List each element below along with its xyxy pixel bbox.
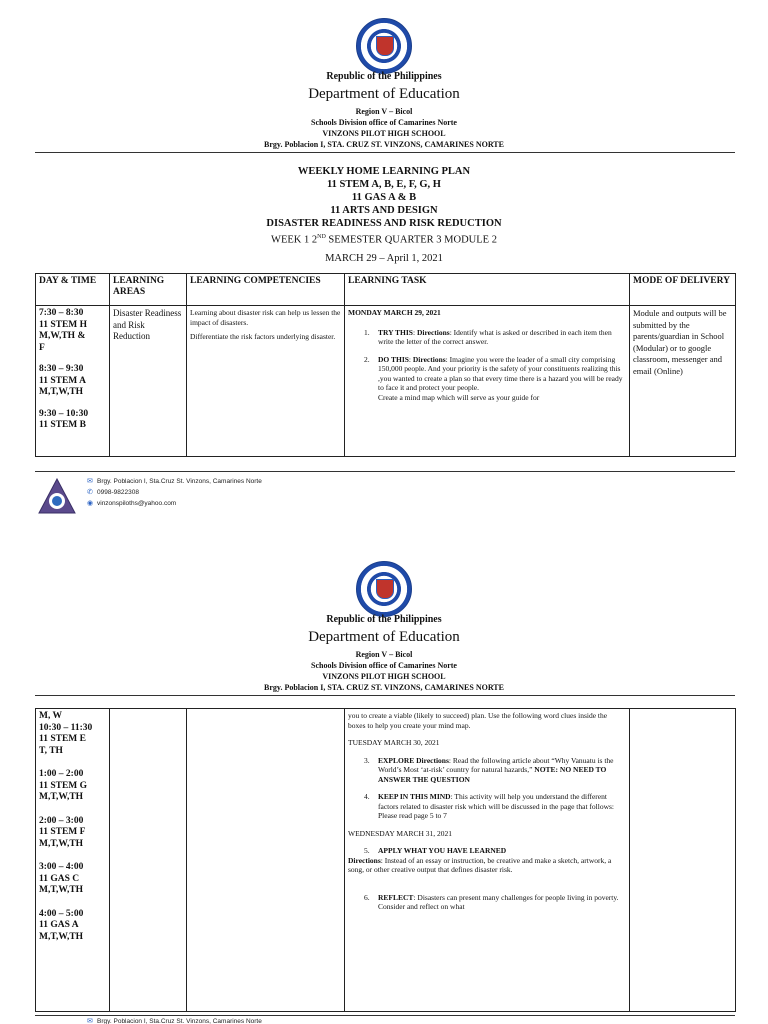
mode-of-delivery-cell-empty (630, 709, 736, 1012)
schedule-cell: M, W 10:30 – 11:30 11 STEM E T, TH 1:00 – 2:00 11 STEM G M,T,W,TH 2:00 – 3:00 11 STEM F M,T,W,TH 3:00 – 4:00 11 GAS C M,T,W,TH 4:00 – 5:00 11 GAS A M,T,W,TH (36, 709, 110, 1012)
footer-partial (35, 1017, 735, 1024)
footer-phone: ✆ 0998-9822308 (87, 489, 139, 496)
plan-week: WEEK 1 2ND SEMESTER QUARTER 3 MODULE 2 (271, 234, 497, 246)
footer-divider (35, 1015, 735, 1016)
learning-plan-table-continued (35, 708, 736, 1012)
header-divider (35, 152, 735, 153)
mail-icon: ✉ (87, 478, 93, 485)
globe-icon: ◉ (87, 500, 94, 507)
day-heading: MONDAY MARCH 29, 2021 (348, 308, 441, 317)
footer-address: ✉ Brgy. Poblacion I, Sta.Cruz St. Vinzons, Camarines Norte (87, 1018, 262, 1024)
school-name: VINZONS PILOT HIGH SCHOOL (322, 129, 446, 138)
region-label: Region V – Bicol (355, 650, 413, 659)
footer-email: ◉ vinzonspiloths@yahoo.com (87, 500, 177, 507)
task-item: 3. EXPLORE Directions: Read the following article about “Why Vanuatu is the World’s Most ‘at-risk’ country for natural hazards,” NOTE: NO NEED TO ANSWER THE QUESTION (364, 755, 614, 784)
header-day-time: DAY & TIME (36, 274, 110, 306)
task-item: 2. DO THIS: Directions: Imagine you were the leader of a small city comprising 150,000 people. And your priority is the safety of your constituents realizing this ,you wanted to create a plan so that every time there is a hazard you will be ready to face it and protect your people. (364, 354, 623, 392)
region-label: Region V – Bicol (355, 107, 413, 116)
plan-title: WEEKLY HOME LEARNING PLAN (297, 166, 471, 177)
school-address: Brgy. Poblacion I, STA. CRUZ ST. VINZONS, CAMARINES NORTE (264, 683, 504, 692)
plan-sections-arts: 11 ARTS AND DESIGN (330, 205, 438, 216)
mail-icon: ✉ (87, 1018, 93, 1024)
school-address: Brgy. Poblacion I, STA. CRUZ ST. VINZONS, CAMARINES NORTE (264, 140, 504, 149)
deped-seal-icon (356, 18, 412, 74)
header-learning-task: LEARNING TASK (345, 274, 630, 306)
footer (35, 474, 735, 518)
header-learning-competencies: LEARNING COMPETENCIES (187, 274, 345, 306)
school-name: VINZONS PILOT HIGH SCHOOL (322, 672, 446, 681)
division-label: Schools Division office of Camarines Norte (311, 118, 457, 127)
header-learning-areas: LEARNING AREAS (110, 274, 187, 306)
task-item: 1. TRY THIS: Directions: Identify what is asked or described in each item then write the letter of the correct answer. (364, 327, 612, 346)
plan-sections-gas: 11 GAS A & B (351, 192, 417, 203)
republic-label: Republic of the Philippines (326, 614, 442, 625)
header-mode-of-delivery: MODE OF DELIVERY (630, 274, 736, 306)
schedule-cell: 7:30 – 8:30 11 STEM H M,W,TH & F 8:30 – 9:30 11 STEM A M,T,W,TH 9:30 – 10:30 11 STEM B (36, 306, 110, 457)
department-title: Department of Education (308, 629, 460, 645)
plan-subject: DISASTER READINESS AND RISK REDUCTION (266, 218, 502, 229)
footer-divider (35, 471, 735, 472)
school-logo-icon (37, 476, 77, 516)
footer-address: ✉ Brgy. Poblacion I, Sta.Cruz St. Vinzons, Camarines Norte (87, 478, 262, 485)
department-title: Department of Education (308, 86, 460, 102)
deped-seal-icon (356, 561, 412, 617)
learning-plan-table (35, 273, 736, 457)
plan-dates: MARCH 29 – April 1, 2021 (325, 253, 443, 264)
learning-area-cell-empty (110, 709, 187, 1012)
day-heading: WEDNESDAY MARCH 31, 2021 (348, 828, 453, 838)
learning-area-cell: Disaster Readiness and Risk Reduction (110, 306, 187, 457)
learning-task-cell: MONDAY MARCH 29, 2021 1. TRY THIS: Directions: Identify what is asked or described in each item then write the letter of the correct answer. 2. DO THIS: Directions: Imagine you were the leader of a small city comprising 150,000 people. And your priority is the safety of your constituents realizing this ,you wanted to create a plan so that every time there is a hazard you will be ready to face it and protect your people. Create a mind map which will serve as your guide for (345, 306, 630, 457)
day-heading: TUESDAY MARCH 30, 2021 (348, 738, 440, 747)
header-divider (35, 695, 735, 696)
plan-sections-stem: 11 STEM A, B, E, F, G, H (327, 179, 441, 190)
task-item: 5. APPLY WHAT YOU HAVE LEARNED (364, 846, 507, 855)
task-item: 4. KEEP IN THIS MIND: This activity will help you understand the different factors related to disaster risk which will be discussed in the page that follows: Please read page 5 to 7 (364, 792, 614, 820)
competencies-cell: Learning about disaster risk can help us lessen the impact of disasters. Differentiate the risk factors underlying disaster. (187, 306, 345, 457)
learning-task-cell: you to create a viable (likely to succeed) plan. Use the following word clues inside the boxes to help you create your mind map. TUESDAY MARCH 30, 2021 3. EXPLORE Directions: Read the following article about “Why Vanuatu is the World’s Most ‘at-risk’ country for natural hazards,” NOTE: NO NEED TO ANSWER THE QUESTION 4. KEEP IN THIS MIND: This activity will help you understand the different factors related to disaster risk which will be discussed in the page that follows: Please read page 5 to 7 WEDNESDAY MARCH 31, 2021 5. APPLY WHAT YOU HAVE LEARNED Directions: Instead of an essay or instruction, be creative and make a sketch, artwork, a song, or other creative output that defines disaster risk. 6. REFLECT: Disasters can present many challenges for people living in poverty. Consider and reflect on what (345, 709, 630, 1012)
mode-of-delivery-cell: Module and outputs will be submitted by the parents/guardian in School (Modular) or to google classroom, messenger and email (Online) (630, 306, 736, 457)
phone-icon: ✆ (87, 489, 93, 496)
competencies-cell-empty (187, 709, 345, 1012)
task-item: 6. REFLECT: Disasters can present many challenges for people living in poverty. Consider and reflect on what (364, 892, 619, 911)
division-label: Schools Division office of Camarines Norte (311, 661, 457, 670)
republic-label: Republic of the Philippines (326, 71, 442, 82)
